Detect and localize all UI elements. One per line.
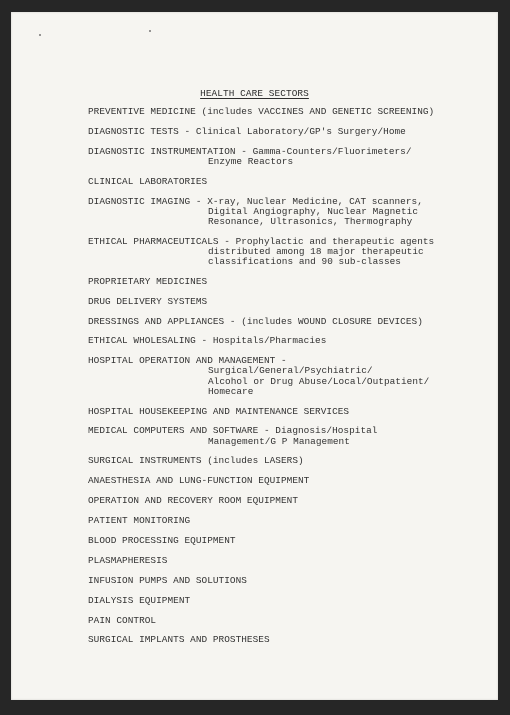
- sector-entry-line: HOSPITAL HOUSEKEEPING AND MAINTENANCE SERVICES: [88, 405, 350, 417]
- sector-entry: [88, 516, 488, 526]
- sector-entry: [88, 456, 488, 466]
- sector-entry-line: DIAGNOSTIC INSTRUMENTATION - Gamma-Counters/Fluorimeters/: [88, 145, 412, 157]
- sector-entry-line: SURGICAL IMPLANTS AND PROSTHESES: [88, 634, 270, 646]
- sector-entry-line: PATIENT MONITORING: [88, 515, 191, 527]
- sector-entry-line: BLOOD PROCESSING EQUIPMENT: [88, 534, 236, 546]
- sector-entry-line: PLASMAPHERESIS: [88, 554, 168, 566]
- sector-entry-continuation: distributed among 18 major therapeutic: [208, 245, 424, 257]
- sector-entry: [88, 556, 488, 566]
- sector-entry-continuation: Homecare: [208, 385, 254, 397]
- sector-entry-line: ANAESTHESIA AND LUNG-FUNCTION EQUIPMENT: [88, 475, 310, 487]
- sector-entry-line: DIAGNOSTIC TESTS - Clinical Laboratory/GP's Surgery/Home: [88, 125, 406, 137]
- sector-entry: [88, 297, 488, 307]
- sector-entry: [88, 576, 488, 586]
- sector-entry-continuation: Surgical/General/Psychiatric/: [208, 365, 373, 377]
- sector-entry-line: PROPRIETARY MEDICINES: [88, 275, 208, 287]
- sector-entry: [88, 596, 488, 606]
- sector-entry-line: DRESSINGS AND APPLIANCES - (includes WOUND CLOSURE DEVICES): [88, 315, 423, 327]
- sector-entry-continuation: Digital Angiography, Nuclear Magnetic: [208, 205, 419, 217]
- sector-entry-line: HOSPITAL OPERATION AND MANAGEMENT -: [88, 355, 287, 367]
- sector-entry-line: DIALYSIS EQUIPMENT: [88, 594, 191, 606]
- sector-entry: [88, 127, 488, 137]
- sector-entry: [88, 336, 488, 346]
- sector-entry-line: PAIN CONTROL: [88, 614, 157, 626]
- sector-entry-line: INFUSION PUMPS AND SOLUTIONS: [88, 574, 247, 586]
- sector-entry: [88, 635, 488, 645]
- sector-entry-line: CLINICAL LABORATORIES: [88, 175, 208, 187]
- sector-entry: [88, 496, 488, 506]
- sector-entry-line: MEDICAL COMPUTERS AND SOFTWARE - Diagnosis/Hospital: [88, 425, 378, 437]
- sector-entry: [88, 177, 488, 187]
- sector-entry-continuation: Alcohol or Drug Abuse/Local/Outpatient/: [208, 375, 430, 387]
- paper-speck: [39, 34, 41, 36]
- sector-list: [88, 107, 488, 655]
- document-page: [11, 12, 498, 700]
- sector-entry: [88, 277, 488, 287]
- sector-entry: [88, 317, 488, 327]
- sector-entry-line: DRUG DELIVERY SYSTEMS: [88, 295, 208, 307]
- sector-entry-line: OPERATION AND RECOVERY ROOM EQUIPMENT: [88, 495, 299, 507]
- sector-entry-continuation: Management/G P Management: [208, 435, 350, 447]
- sector-entry-line: SURGICAL INSTRUMENTS (includes LASERS): [88, 455, 304, 467]
- sector-entry-continuation: Resonance, Ultrasonics, Thermography: [208, 215, 413, 227]
- sector-entry-continuation: Enzyme Reactors: [208, 155, 294, 167]
- sector-entry: [88, 197, 488, 227]
- sector-entry: [88, 476, 488, 486]
- sector-entry: [88, 107, 488, 117]
- sector-entry-continuation: classifications and 90 sub-classes: [208, 255, 401, 267]
- sector-entry: [88, 147, 488, 167]
- paper-speck: [149, 30, 151, 32]
- sector-entry-line: PREVENTIVE MEDICINE (includes VACCINES AND GENETIC SCREENING): [88, 106, 435, 117]
- sector-entry: [88, 616, 488, 626]
- sector-entry-line: ETHICAL WHOLESALING - Hospitals/Pharmacies: [88, 335, 327, 347]
- sector-entry: [88, 426, 488, 446]
- document-title: HEALTH CARE SECTORS: [200, 88, 309, 99]
- sector-entry: [88, 237, 488, 267]
- sector-entry: [88, 536, 488, 546]
- sector-entry: [88, 407, 488, 417]
- sector-entry-line: ETHICAL PHARMACEUTICALS - Prophylactic and therapeutic agents: [88, 235, 435, 247]
- sector-entry: [88, 356, 488, 396]
- sector-entry-line: DIAGNOSTIC IMAGING - X-ray, Nuclear Medicine, CAT scanners,: [88, 195, 423, 207]
